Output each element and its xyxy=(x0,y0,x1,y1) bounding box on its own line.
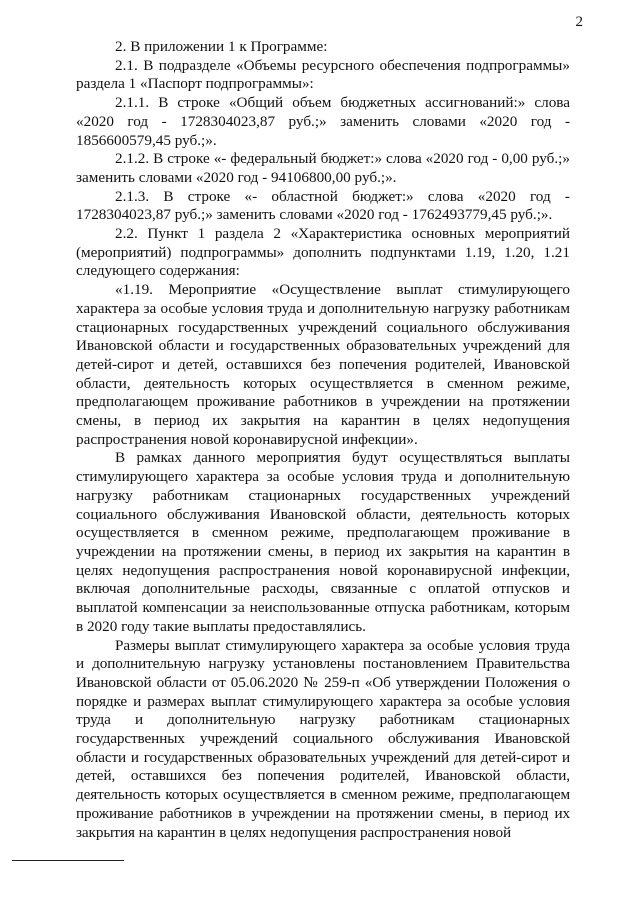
document-body xyxy=(76,38,570,842)
paragraph-2-1: 2.1. В подразделе «Объемы ресурсного обеспечения подпрограммы» раздела 1 «Паспорт подпрограммы»: xyxy=(76,56,570,93)
paragraph-2: 2. В приложении 1 к Программе: xyxy=(115,38,328,55)
paragraph-1-19: «1.19. Мероприятие «Осуществление выплат стимулирующего характера за особые условия труда и дополнительную нагрузку работникам стационарных государственных учреждений социального обслуживания Ивановской области и государственных образовательных учреждений для детей-сирот и детей, оставшихся без попечения родителей, Ивановской области, деятельность которых осуществляется в сменном режиме, предполагающем проживание работников в учреждении на протяжении смены, в период их закрытия на карантин в целях недопущения распространения новой коронавирусной инфекции». xyxy=(76,281,570,448)
footnote-divider xyxy=(12,860,124,861)
page-number: 2 xyxy=(575,14,583,30)
paragraph-measure-scope: В рамках данного мероприятия будут осуществляться выплаты стимулирующего характера за особые условия труда и дополнительную нагрузку работникам стационарных государственных учреждений социального обслуживания Ивановской области, деятельность которых осуществляется в сменном режиме, предполагающем проживание в учреждении на протяжении смены, в период их закрытия на карантин в целях недопущения распространения новой коронавирусной инфекции, включая дополнительные расходы, связанные с оплатой отпусков и выплатой компенсации за неиспользованные отпуска работникам, которым в 2020 году такие выплаты предоставлялись. xyxy=(76,449,570,635)
paragraph-payment-sizes: Размеры выплат стимулирующего характера за особые условия труда и дополнительную нагрузку установлены постановлением Правительства Ивановской области от 05.06.2020 № 259-п «Об утверждении Положения о порядке и размерах выплат стимулирующего характера за особые условия труда и дополнительную нагрузку работникам стационарных государственных учреждений социального обслуживания Ивановской области и государственных образовательных учреждений для детей-сирот и детей, оставшихся без попечения родителей, Ивановской области, деятельность которых осуществляется в сменном режиме, предполагающем проживание работников в учреждении на протяжении смены, в период их закрытия на карантин в целях недопущения распространения новой xyxy=(76,636,570,841)
paragraph-2-2: 2.2. Пункт 1 раздела 2 «Характеристика основных мероприятий (мероприятий) подпрограммы» дополнить подпунктами 1.19, 1.20, 1.21 следующего содержания: xyxy=(76,225,570,280)
paragraph-2-1-2: 2.1.2. В строке «- федеральный бюджет:» слова «2020 год - 0,00 руб.;» заменить словами «2020 год - 94106800,00 руб.;». xyxy=(76,150,570,186)
paragraph-2-1-1: 2.1.1. В строке «Общий объем бюджетных ассигнований:» слова «2020 год - 1728304023,87 руб.;» заменить словами «2020 год - 1856600579,45 руб.;». xyxy=(76,94,570,149)
paragraph-2-1-3: 2.1.3. В строке «- областной бюджет:» слова «2020 год - 1728304023,87 руб.;» заменить словами «2020 год - 1762493779,45 руб.;». xyxy=(76,187,570,224)
